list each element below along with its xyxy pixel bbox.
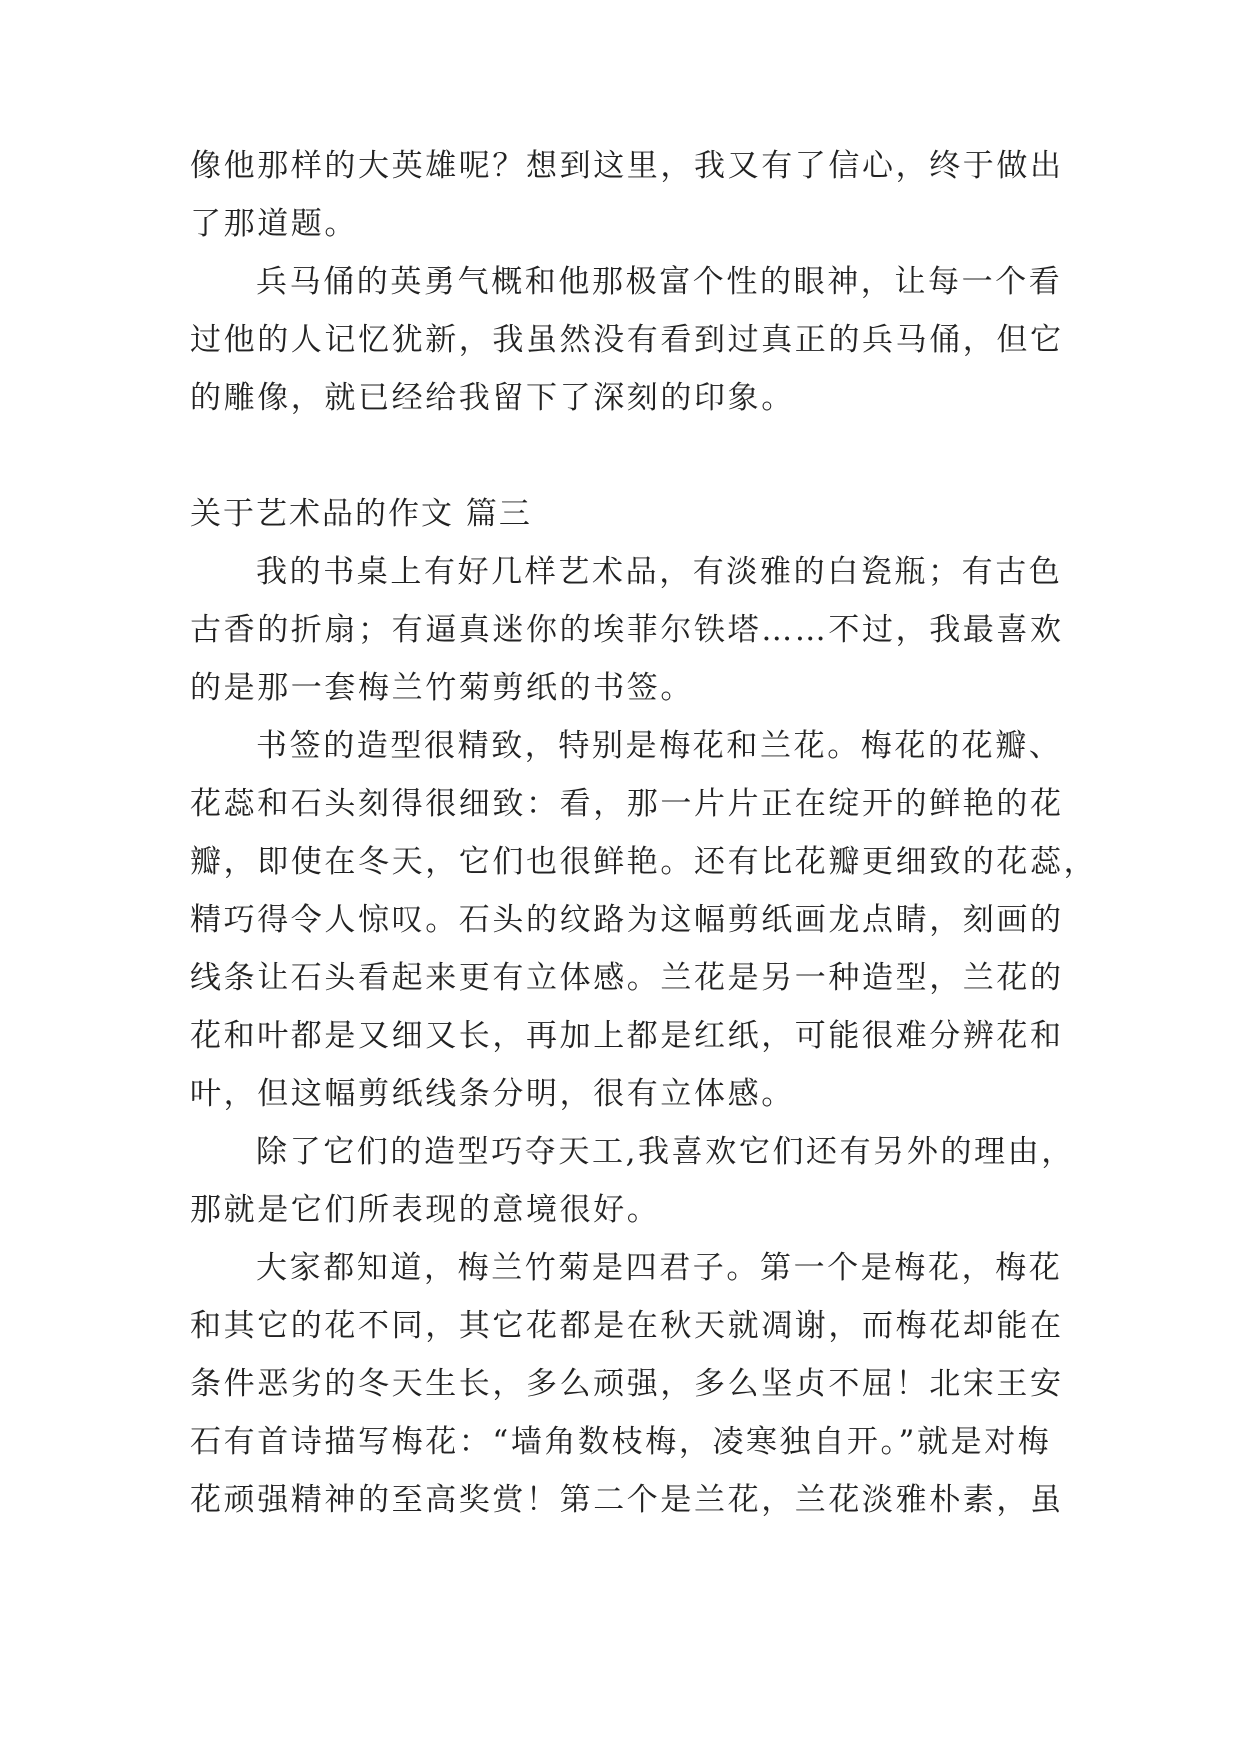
paragraph-first-line: 我的书桌上有好几样艺术品，有淡雅的白瓷瓶；有古色 bbox=[256, 554, 1063, 590]
text-line: 瓣，即使在冬天，它们也很鲜艳。还有比花瓣更细致的花蕊， bbox=[190, 844, 1098, 880]
text-line: 石有首诗描写梅花：“墙角数枝梅，凌寒独自开。”就是对梅 bbox=[190, 1424, 1052, 1460]
text-line: 的雕像，就已经给我留下了深刻的印象。 bbox=[190, 380, 795, 416]
text-line: 那就是它们所表现的意境很好。 bbox=[190, 1192, 661, 1228]
text-line: 古香的折扇；有逼真迷你的埃菲尔铁塔……不过，我最喜欢 bbox=[190, 612, 1064, 648]
text-line: 像他那样的大英雄呢？想到这里，我又有了信心，终于做出 bbox=[190, 148, 1064, 184]
text-line: 过他的人记忆犹新，我虽然没有看到过真正的兵马俑，但它 bbox=[190, 322, 1064, 358]
paragraph-first-line: 除了它们的造型巧夺天工,我喜欢它们还有另外的理由， bbox=[256, 1134, 1075, 1170]
text-line: 了那道题。 bbox=[190, 206, 358, 242]
paragraph-first-line: 书签的造型很精致，特别是梅花和兰花。梅花的花瓣、 bbox=[256, 728, 1063, 764]
text-line: 条件恶劣的冬天生长，多么顽强，多么坚贞不屈！北宋王安 bbox=[190, 1366, 1064, 1402]
paragraph-first-line: 兵马俑的英勇气概和他那极富个性的眼神，让每一个看 bbox=[256, 264, 1063, 300]
text-line: 叶，但这幅剪纸线条分明，很有立体感。 bbox=[190, 1076, 795, 1112]
text-line: 花和叶都是又细又长，再加上都是红纸，可能很难分辨花和 bbox=[190, 1018, 1064, 1054]
text-line: 和其它的花不同，其它花都是在秋天就凋谢，而梅花却能在 bbox=[190, 1308, 1064, 1344]
paragraph-first-line: 大家都知道，梅兰竹菊是四君子。第一个是梅花，梅花 bbox=[256, 1250, 1063, 1286]
text-line: 花顽强精神的至高奖赏！第二个是兰花，兰花淡雅朴素，虽 bbox=[190, 1482, 1064, 1518]
text-line: 的是那一套梅兰竹菊剪纸的书签。 bbox=[190, 670, 694, 706]
text-line: 精巧得令人惊叹。石头的纹路为这幅剪纸画龙点睛，刻画的 bbox=[190, 902, 1064, 938]
section-heading: 关于艺术品的作文 篇三 bbox=[190, 496, 532, 532]
text-line: 线条让石头看起来更有立体感。兰花是另一种造型，兰花的 bbox=[190, 960, 1064, 996]
text-line: 花蕊和石头刻得很细致：看，那一片片正在绽开的鲜艳的花 bbox=[190, 786, 1064, 822]
